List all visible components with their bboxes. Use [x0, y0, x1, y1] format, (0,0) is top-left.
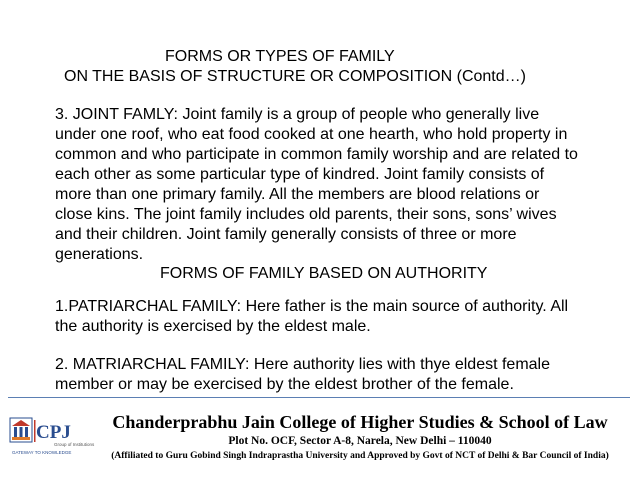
- paragraph-line: more than one primary family. All the members are blood relations or: [55, 186, 540, 203]
- paragraph-line: generations.: [55, 246, 144, 263]
- paragraph-line: member or may be exercised by the eldest brother of the female.: [55, 376, 514, 393]
- section-heading: FORMS OR TYPES OF FAMILY: [165, 48, 395, 65]
- svg-text:Group of Institutions: Group of Institutions: [54, 442, 95, 447]
- section-subheading: ON THE BASIS OF STRUCTURE OR COMPOSITION (Contd…): [64, 68, 526, 85]
- paragraph-line: and their children. Joint family generally consists of three or more: [55, 226, 517, 243]
- college-logo: [8, 414, 95, 458]
- svg-text:CPJ: CPJ: [36, 422, 71, 443]
- paragraph-line: 3. JOINT FAMLY: Joint family is a group of people who generally live: [55, 106, 540, 123]
- college-affiliation: (Affiliated to Guru Gobind Singh Indraprastha University and Approved by Govt of NCT of Delhi & Bar Council of India): [111, 451, 609, 461]
- college-address: Plot No. OCF, Sector A-8, Narela, New Delhi – 110040: [228, 435, 492, 447]
- footer-divider: [8, 397, 630, 398]
- paragraph-line: common and who participate in common family worship and are related to: [55, 146, 578, 163]
- paragraph-line: 1.PATRIARCHAL FAMILY: Here father is the main source of authority. All: [55, 298, 569, 315]
- college-name: Chanderprabhu Jain College of Higher Studies & School of Law: [112, 412, 608, 432]
- svg-text:GATEWAY TO KNOWLEDGE: GATEWAY TO KNOWLEDGE: [12, 450, 72, 455]
- paragraph-line: the authority is exercised by the eldest male.: [55, 318, 371, 335]
- paragraph-line: close kins. The joint family includes old parents, their sons, sons’ wives: [55, 206, 557, 223]
- paragraph-line: each other as some particular type of kindred. Joint family consists of: [55, 166, 545, 183]
- paragraph-line: under one roof, who eat food cooked at one hearth, who hold property in: [55, 126, 568, 143]
- authority-heading: FORMS OF FAMILY BASED ON AUTHORITY: [160, 265, 488, 282]
- paragraph-line: 2. MATRIARCHAL FAMILY: Here authority lies with thye eldest female: [55, 356, 550, 373]
